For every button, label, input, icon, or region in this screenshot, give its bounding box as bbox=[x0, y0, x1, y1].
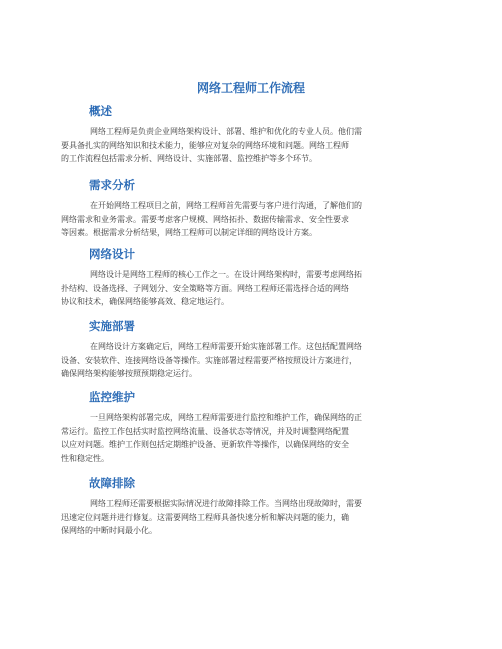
section-heading: 实施部署 bbox=[89, 319, 135, 333]
section-heading: 监控维护 bbox=[89, 390, 135, 404]
section-network-design bbox=[61, 247, 441, 309]
section-paragraph bbox=[61, 125, 441, 166]
section-heading: 故障排除 bbox=[89, 476, 135, 490]
document-title: 网络工程师工作流程 bbox=[196, 81, 305, 95]
paragraph-line: 扑结构、设备选择、子网划分、安全策略等方面。网络工程师还需选择合适的网络 bbox=[61, 283, 349, 293]
paragraph-line: 迅速定位问题并进行修复。这需要网络工程师具备快速分析和解决问题的能力，确 bbox=[61, 512, 349, 522]
paragraph-line: 网络工程师还需要根据实际情况进行故障排除工作。当网络出现故障时，需要 bbox=[90, 499, 362, 508]
section-overview bbox=[61, 104, 441, 166]
paragraph-line: 网络工程师是负责企业网络架构设计、部署、维护和优化的专业人员。他们需 bbox=[90, 127, 362, 136]
paragraph-line: 一旦网络架构部署完成，网络工程师需要进行监控和维护工作，确保网络的正 bbox=[90, 413, 362, 422]
section-paragraph bbox=[61, 199, 441, 240]
section-paragraph bbox=[61, 268, 441, 309]
section-paragraph bbox=[61, 340, 441, 381]
paragraph-line: 协议和技术，确保网络能够高效、稳定地运行。 bbox=[61, 297, 229, 307]
section-deployment bbox=[61, 319, 441, 381]
paragraph-line: 在网络设计方案确定后，网络工程师需要开始实施部署工作。这包括配置网络 bbox=[90, 342, 362, 351]
section-paragraph bbox=[61, 411, 441, 465]
section-heading: 网络设计 bbox=[89, 247, 135, 261]
section-troubleshooting bbox=[61, 476, 441, 538]
paragraph-line: 设备、安装软件、连接网络设备等操作。实施部署过程需要严格按照设计方案进行， bbox=[61, 355, 357, 365]
paragraph-line: 保网络的中断时间最小化。 bbox=[61, 526, 157, 536]
paragraph-line: 网络需求和业务需求。需要考虑客户规模、网络拓扑、数据传输需求、安全性要求 bbox=[61, 214, 349, 224]
paragraph-line: 要具备扎实的网络知识和技术能力，能够应对复杂的网络环境和问题。网络工程师 bbox=[61, 140, 349, 150]
section-heading: 概述 bbox=[89, 104, 112, 118]
paragraph-line: 以应对问题。维护工作则包括定期维护设备、更新软件等操作，以确保网络的安全 bbox=[61, 440, 349, 450]
paragraph-line: 确保网络架构能够按照预期稳定运行。 bbox=[61, 369, 197, 379]
section-requirements bbox=[61, 178, 441, 240]
section-heading: 需求分析 bbox=[89, 178, 135, 192]
paragraph-line: 等因素。根据需求分析结果，网络工程师可以制定详细的网络设计方案。 bbox=[61, 228, 317, 238]
paragraph-line: 的工作流程包括需求分析、网络设计、实施部署、监控维护等多个环节。 bbox=[61, 154, 317, 164]
paragraph-line: 性和稳定性。 bbox=[61, 453, 109, 463]
paragraph-line: 网络设计是网络工程师的核心工作之一。在设计网络架构时，需要考虑网络拓 bbox=[90, 270, 362, 279]
section-paragraph bbox=[61, 497, 441, 538]
paragraph-line: 常运行。监控工作包括实时监控网络流量、设备状态等情况，并及时调整网络配置 bbox=[61, 426, 349, 436]
section-monitoring bbox=[61, 390, 441, 465]
paragraph-line: 在开始网络工程项目之前，网络工程师首先需要与客户进行沟通，了解他们的 bbox=[90, 201, 362, 210]
